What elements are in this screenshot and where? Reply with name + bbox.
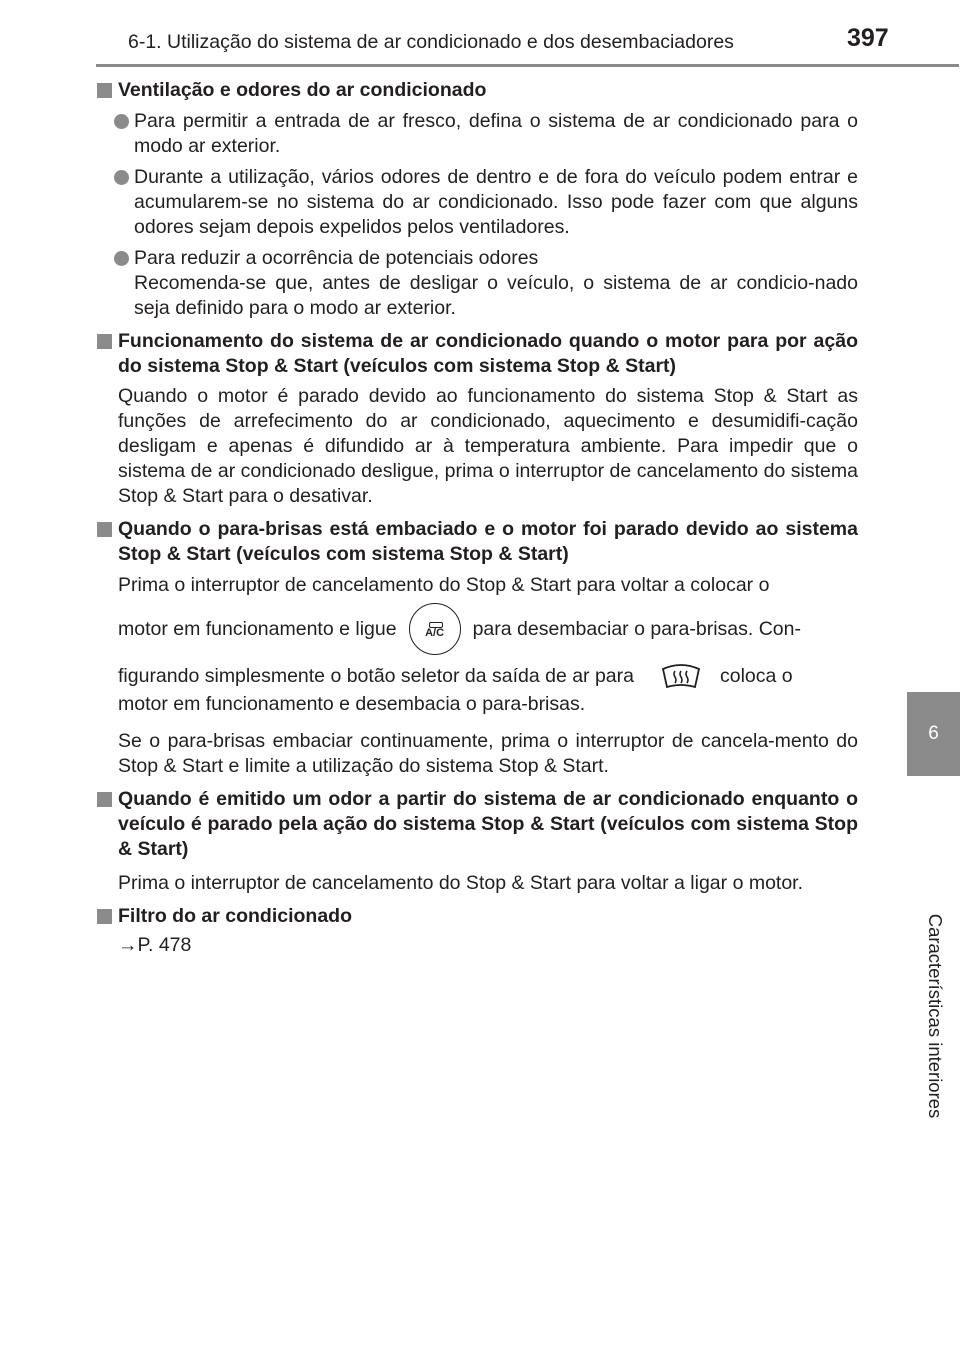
round-bullet-icon [114,170,129,185]
chapter-tab[interactable] [907,692,960,776]
section-title [96,329,858,379]
section-title-text: Quando o para-brisas está embaciado e o motor foi parado devido ao sistema Stop & Start (veículos com sistema Stop & Start) [118,518,858,565]
square-bullet-icon [97,83,112,98]
ac-button-icon [409,603,461,655]
section-title-text: Filtro do ar condicionado [118,905,352,927]
paragraph-line [96,598,858,660]
list-item [96,165,858,240]
list-item-text: Para permitir a entrada de ar fresco, defina o sistema de ar condicionado para o modo ar exterior. [134,110,858,157]
list-item [96,109,858,159]
section-title [96,78,858,103]
paragraph-line: Prima o interruptor de cancelamento do Stop & Start para voltar a colocar o [118,574,770,596]
list-item [96,246,858,321]
text-fragment: coloca o [720,664,793,687]
text-fragment: para desembaciar o para-brisas. Con- [472,617,801,640]
round-bullet-icon [114,114,129,129]
section-fogged-windshield [96,517,858,779]
page-number: 397 [847,24,889,52]
paragraph-line [96,660,858,692]
page-reference-link[interactable]: →P. 478 [118,934,192,956]
page-content [96,78,858,966]
paragraph: Quando o motor é parado devido ao funcionamento do sistema Stop & Start as funções de arrefecimento do ar condicionado, aquecimento e desumidifi-cação desligam e apenas é difundido ar à temperatura ambiente. Para impedir que o sistema de ar condicionado desligue, prima o interruptor de cancelamento do sistema Stop & Start para o desativar. [118,385,858,507]
chapter-number: 6 [928,723,939,744]
paragraph: Prima o interruptor de cancelamento do Stop & Start para voltar a ligar o motor. [118,872,804,894]
list-item-text: Recomenda-se que, antes de desligar o veículo, o sistema de ar condicio-nado seja definido para o modo ar exterior. [134,272,858,319]
section-title [96,787,858,862]
indicator-light [429,622,443,628]
section-title [96,904,858,929]
section-title-text: Quando é emitido um odor a partir do sistema de ar condicionado enquanto o veículo é parado pela ação do sistema Stop & Start (veículos com sistema Stop & Start) [118,788,858,860]
list-item-text: Durante a utilização, vários odores de dentro e de fora do veículo podem entrar e acumularem-se no sistema do ar condicionado. Isso pode fazer com que alguns odores sejam depois expelidos pelos ventiladores. [134,166,858,238]
square-bullet-icon [97,909,112,924]
text-fragment: motor em funcionamento e ligue [118,617,397,640]
list-item-text: Para reduzir a ocorrência de potenciais odores [134,247,539,269]
section-title-text: Funcionamento do sistema de ar condicionado quando o motor para por ação do sistema Stop & Start (veículos com sistema Stop & Start) [118,330,858,377]
section-stop-start-ac [96,329,858,509]
header-rule [96,64,959,67]
ac-label: A/C [425,626,445,639]
paragraph-line: motor em funcionamento e desembacia o para-brisas. [118,693,586,715]
round-bullet-icon [114,251,129,266]
section-title-text: Ventilação e odores do ar condicionado [118,79,487,101]
square-bullet-icon [97,334,112,349]
windshield-defroster-icon [660,661,702,691]
paragraph: Se o para-brisas embaciar continuamente, prima o interruptor de cancela-mento do Stop & Start e limite a utilização do sistema Stop & Start. [118,730,858,777]
chapter-label: Características interiores [925,913,946,1119]
header-title: 6-1. Utilização do sistema de ar condicionado e dos desembaciadores [128,31,734,53]
section-ventilation [96,78,858,321]
square-bullet-icon [97,522,112,537]
section-title [96,517,858,567]
section-ac-filter [96,904,858,958]
section-odor-stop-start [96,787,858,896]
text-fragment: figurando simplesmente o botão seletor da saída de ar para [118,664,634,687]
square-bullet-icon [97,792,112,807]
